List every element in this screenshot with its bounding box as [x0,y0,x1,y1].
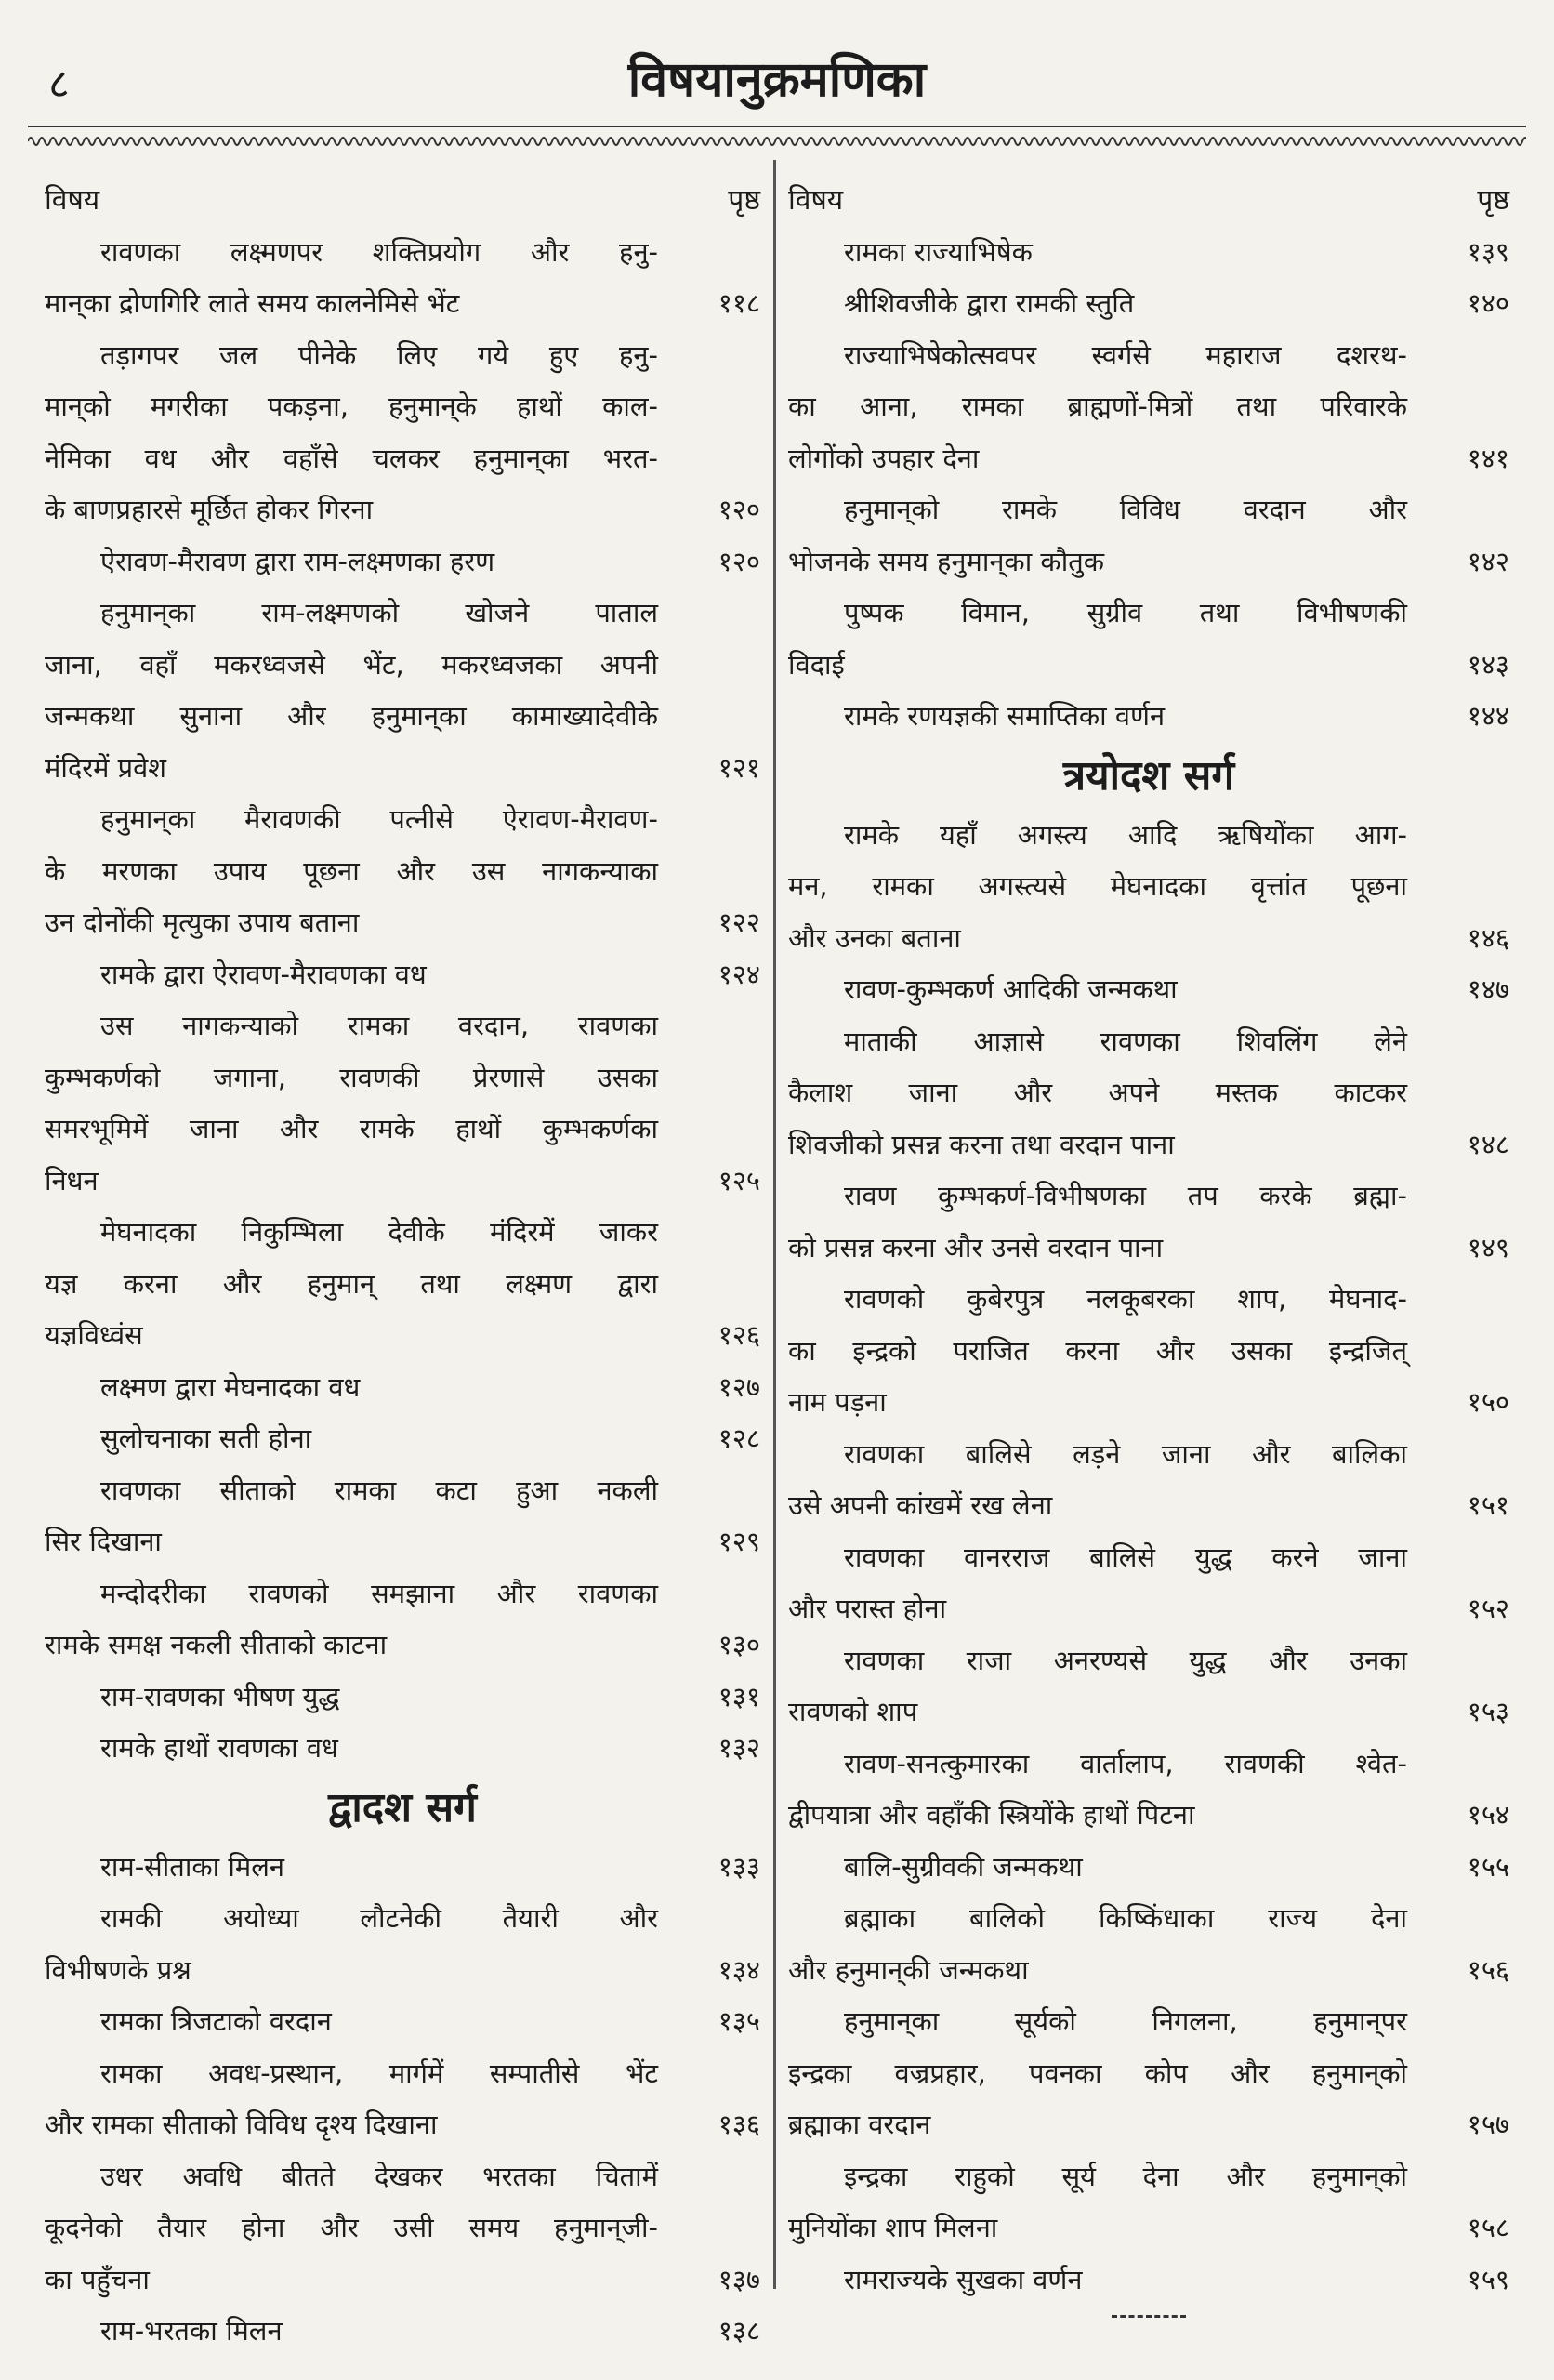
toc-entry [45,1996,760,2048]
toc-entry-page: १३७ [718,2263,760,2295]
toc-entry [45,1362,760,1414]
toc-entry-page: १५६ [1467,1953,1509,1986]
toc-entry [788,1842,1509,1894]
toc-entry-page: १३० [718,1629,760,1660]
toc-entry-text [45,2048,677,2151]
toc-entry-line: जाना, वहाँ मकरध्वजसे भेंट, मकरध्वजका अपनी [45,648,658,681]
toc-entry-line: राम-रावणका भीषण युद्ध [100,1680,340,1712]
toc-entry [45,1000,760,1207]
toc-entry-line: भोजनके समय हनुमान्‌का कौतुक [788,545,1105,577]
toc-entry-line: और रामका सीताको विविध दृश्य दिखाना [45,2109,438,2140]
end-rule [1112,2315,1186,2318]
toc-entry-text [45,1465,677,1568]
toc-entry [788,278,1509,330]
toc-entry-page: १२७ [718,1370,760,1403]
toc-entry-line: द्वीपयात्रा और वहाँकी स्त्रियोंके हाथों पिटना [788,1799,1195,1831]
toc-entry [45,1207,760,1362]
toc-entry-page: १५३ [1467,1696,1509,1727]
toc-entry-line: यज्ञविध्वंस [45,1319,143,1351]
toc-entry-page: १३२ [718,1732,760,1764]
toc-entry-text [788,484,1426,588]
toc-entry [788,2151,1509,2254]
toc-entry-line: मन्दोदरीका रावणको समझाना और रावणका [100,1577,658,1609]
toc-entry-text [788,691,1426,743]
toc-entry-line: और परास्त होना [788,1593,947,1624]
toc-entry-line: रावण कुम्भकर्ण-विभीषणका तप करके ब्रह्मा- [844,1180,1407,1211]
toc-entry-line: का इन्द्रको पराजित करना और उसका इन्द्रजित् [788,1334,1407,1367]
toc-entry [788,330,1509,485]
toc-entry-line: बालि-सुग्रीवकी जन्मकथा [844,1850,1083,1883]
toc-entry [788,227,1509,279]
toc-entry-page: १२० [718,494,760,525]
toc-entry [45,1413,760,1465]
toc-entry-page: १३४ [718,1953,760,1986]
toc-entry-page: १२८ [718,1422,760,1454]
toc-entry-page: १४२ [1467,545,1509,577]
toc-entry [45,1893,760,1996]
toc-entry [788,1635,1509,1739]
toc-entry-page: १४० [1467,287,1509,319]
toc-entry-line: लोगोंको उपहार देना [788,442,980,474]
toc-entry-line: निधन [45,1164,99,1197]
page-title: विषयानुक्रमणिका [627,51,927,108]
toc-entry-page: १४७ [1467,973,1509,1005]
toc-entry-text [788,1842,1426,1894]
toc-entry-page: १५९ [1467,2263,1509,2295]
toc-entry-line: मान्‌का द्रोणगिरि लाते समय कालनेमिसे भेंट [45,287,460,319]
wavy-rule [28,119,1526,156]
toc-entry-line: समरभूमिमें जाना और रामके हाथों कुम्भकर्णका [45,1113,658,1144]
toc-entry-text [45,330,677,536]
toc-entry-line: सिर दिखाना [45,1526,162,1557]
toc-entry [45,1723,760,1775]
toc-entry-text [788,330,1426,485]
toc-entry-line: विभीषणके प्रश्न [45,1953,191,1986]
toc-entry-text [45,1672,677,1724]
toc-entry-line: का पहुँचना [45,2263,150,2295]
toc-entry [788,691,1509,743]
toc-entry [788,810,1509,965]
toc-entry-page: १३६ [718,2109,760,2140]
toc-entry-page: ११८ [718,287,760,319]
toc-entry-line: रामकी अयोध्या लौटनेकी तैयारी और [100,1902,658,1934]
toc-entry-text [45,1000,677,1207]
toc-entry [45,2151,760,2307]
toc-entry-text [788,1893,1426,1996]
toc-entry-line: लक्ष्मण द्वारा मेघनादका वध [100,1370,361,1403]
toc-entry [45,330,760,536]
toc-entry-page: १५५ [1467,1850,1509,1883]
toc-entry-line: रावणको शाप [788,1696,918,1727]
toc-entry-text [788,1170,1426,1274]
toc-entry-text [788,588,1426,691]
toc-entry-line: इन्द्रका वज्रप्रहार, पवनका कोप और हनुमान्‌को [788,2056,1407,2089]
toc-entry-line: और हनुमान्‌की जन्मकथा [788,1953,1029,1986]
toc-entry-text [45,1842,677,1894]
toc-entry-text [45,1723,677,1775]
toc-entry [45,536,760,588]
right-column [788,175,1509,2318]
toc-entry-page: १३५ [718,2005,760,2037]
toc-entry-line: रामके रणयज्ञकी समाप्तिका वर्णन [844,700,1166,732]
section-heading: त्रयोदश सर्ग [1062,751,1235,800]
toc-entry-text [788,2254,1426,2307]
toc-entry-line: मान्‌को मगरीका पकड़ना, हनुमान्‌के हाथों काल- [45,390,658,422]
toc-entry-line: मुनियोंका शाप मिलना [788,2212,998,2243]
toc-entry-line: मन, रामका अगस्त्यसे मेघनादका वृत्तांत पूछना [788,870,1407,902]
column-header [788,175,1509,227]
toc-entry-line: को प्रसन्न करना और उनसे वरदान पाना [788,1231,1164,1263]
toc-entry-line: ब्रह्माका बालिको किष्किंधाका राज्य देना [844,1902,1407,1934]
toc-entry-text [788,964,1426,1016]
toc-entry-page: १४६ [1467,921,1509,954]
page-heading: पृष्ठ [728,184,760,217]
toc-entry-line: रामके द्वारा ऐरावण-मैरावणका वध [100,958,427,990]
toc-entry-line: और उनका बताना [788,921,961,954]
toc-entry-line: रामका अवध-प्रस्थान, मार्गमें सम्पातीसे भेंट [100,2056,658,2089]
toc-entry-line: राम-भरतका मिलन [100,2315,283,2347]
toc-entry-line: उस नागकन्याको रामका वरदान, रावणका [100,1010,658,1041]
section-heading: द्वादश सर्ग [328,1783,477,1831]
toc-entry-text [788,1996,1426,2151]
toc-entry-line: रावण-सनत्कुमारका वार्तालाप, रावणकी श्वेत- [844,1747,1407,1779]
toc-entry-line: रामका त्रिजटाको वरदान [100,2005,332,2037]
toc-entry-line: रावणका बालिसे लड़ने जाना और बालिका [844,1437,1407,1470]
toc-entry [45,1465,760,1568]
toc-entry-text [45,2306,677,2358]
toc-entry [788,1016,1509,1171]
toc-entry-page: १२९ [718,1526,760,1557]
toc-entry-line: रामके हाथों रावणका वध [100,1732,338,1764]
toc-entry-line: का आना, रामका ब्राह्मणों-मित्रों तथा परिवारके [788,390,1407,422]
toc-entry-line: रामके समक्ष नकली सीताको काटना [45,1629,388,1660]
toc-entry [45,2048,760,2151]
toc-entry-line: ऐरावण-मैरावण द्वारा राम-लक्ष्मणका हरण [100,545,495,577]
toc-entry-page: १२२ [718,906,760,938]
toc-entry [788,1429,1509,1532]
toc-entry-page: १४८ [1467,1128,1509,1160]
toc-entry-line: कूदनेको तैयार होना और उसी समय हनुमान्‌जी- [45,2212,658,2243]
toc-entry [788,1996,1509,2151]
toc-entry-text [45,1207,677,1362]
toc-entry-text [45,1568,677,1672]
page-number: ८ [48,60,70,108]
toc-entry-text [45,588,677,794]
subject-heading: विषय [45,184,100,217]
left-column [45,175,760,2358]
toc-entry-page: १५१ [1467,1489,1509,1521]
toc-entry-line: कैलाश जाना और अपने मस्तक काटकर [788,1077,1407,1108]
toc-entry-text [45,794,677,949]
toc-entry-page: १२० [718,545,760,577]
toc-entry-line: नाम पड़ना [788,1386,887,1418]
toc-entry-line: विदाई [788,648,845,681]
toc-entry [788,1532,1509,1635]
toc-entry-line: ब्रह्माका वरदान [788,2109,931,2140]
page-heading: पृष्ठ [1477,184,1509,217]
toc-entry-line: तड़ागपर जल पीनेके लिए गये हुए हनु- [100,338,658,371]
toc-entry-page: १२१ [718,751,760,784]
toc-entry-line: रामके यहाँ अगस्त्य आदि ऋषियोंका आग- [844,818,1407,851]
toc-entry-page: १३१ [718,1680,760,1712]
toc-entry [45,1842,760,1894]
toc-entry [45,794,760,949]
toc-entry [788,1170,1509,1274]
toc-entry-text [788,1739,1426,1842]
toc-entry-page: १५७ [1467,2109,1509,2140]
toc-entry-line: उन दोनोंकी मृत्युका उपाय बताना [45,906,360,938]
toc-entry-line: रावणका सीताको रामका कटा हुआ नकली [100,1474,658,1506]
toc-entry-page: १२६ [718,1319,760,1351]
toc-entry-text [788,810,1426,965]
toc-entry-line: पुष्पक विमान, सुग्रीव तथा विभीषणकी [844,597,1407,628]
toc-entry-line: रावण-कुम्भकर्ण आदिकी जन्मकथा [844,973,1178,1005]
toc-entry-text [45,949,677,1001]
subject-heading: विषय [788,184,844,217]
toc-entry-page: १५८ [1467,2212,1509,2243]
toc-entry-text [45,1996,677,2048]
toc-entry-text [788,227,1426,279]
toc-entry-line: सुलोचनाका सती होना [100,1422,312,1454]
toc-entry-line: रावणको कुबेरपुत्र नलकूबरका शाप, मेघनाद- [844,1283,1407,1315]
toc-entry [45,588,760,794]
toc-entry [45,1672,760,1724]
toc-entry-text [788,2151,1426,2254]
toc-entry [788,484,1509,588]
toc-entry-line: रावणका राजा अनरण्यसे युद्ध और उनका [844,1644,1407,1676]
toc-entry-line: उसे अपनी कांखमें रख लेना [788,1489,1053,1521]
toc-entry-line: हनुमान्‌को रामके विविध वरदान और [844,494,1407,525]
toc-entry-page: १५० [1467,1386,1509,1418]
toc-entry [45,949,760,1001]
toc-entry-line: माताकी आज्ञासे रावणका शिवलिंग लेने [844,1025,1407,1057]
toc-entry-text [788,1532,1426,1635]
toc-entry-line: कुम्भकर्णको जगाना, रावणकी प्रेरणासे उसका [45,1061,658,1093]
toc-entry-line: इन्द्रका राहुको सूर्य देना और हनुमान्‌को [844,2160,1407,2192]
toc-entry-line: यज्ञ करना और हनुमान् तथा लक्ष्मण द्वारा [45,1267,658,1300]
toc-entry-text [45,2151,677,2307]
toc-entry-page: १२५ [718,1164,760,1197]
toc-entry [45,227,760,330]
toc-entry [788,2254,1509,2307]
toc-entry-text [788,1016,1426,1171]
toc-entry-line: रावणका वानरराज बालिसे युद्ध करने जाना [844,1540,1407,1573]
toc-entry-page: १५२ [1467,1593,1509,1624]
toc-entry-page: १४९ [1467,1231,1509,1263]
toc-entry-line: श्रीशिवजीके द्वारा रामकी स्तुति [844,287,1135,319]
toc-entry-page: १२४ [718,958,760,990]
toc-entry-page: १३८ [718,2315,760,2347]
toc-entry [788,588,1509,691]
toc-entry-line: शिवजीको प्रसन्न करना तथा वरदान पाना [788,1128,1175,1160]
toc-entry-line: के बाणप्रहारसे मूर्छित होकर गिरना [45,494,374,525]
toc-entry-line: हनुमान्‌का मैरावणकी पत्नीसे ऐरावण-मैरावण- [100,803,658,835]
toc-entry-text [45,1362,677,1414]
toc-entry-line: मंदिरमें प्रवेश [45,751,167,784]
toc-entry-line: मेघनादका निकुम्भिला देवीके मंदिरमें जाकर [100,1216,658,1248]
toc-entry-line: हनुमान्‌का सूर्यको निगलना, हनुमान्‌पर [844,2005,1407,2037]
toc-entry-text [45,1413,677,1465]
toc-entry [788,1893,1509,1996]
toc-entry-line: रामका राज्याभिषेक [844,235,1033,268]
toc-entry-text [45,1893,677,1996]
toc-entry-line: हनुमान्‌का राम-लक्ष्मणको खोजने पाताल [100,597,658,628]
column-header [45,175,760,227]
toc-entry-text [45,536,677,588]
toc-entry [45,2306,760,2358]
toc-entry-line: जन्मकथा सुनाना और हनुमान्‌का कामाख्यादेवीके [45,700,658,732]
toc-entry-page: १४४ [1467,700,1509,732]
toc-entry-line: राज्याभिषेकोत्सवपर स्वर्गसे महाराज दशरथ- [844,338,1407,371]
toc-entry-text [788,278,1426,330]
toc-entry-page: १४३ [1467,648,1509,681]
column-divider [773,160,776,2289]
toc-entry-line: के मरणका उपाय पूछना और उस नागकन्याका [45,854,658,887]
toc-entry-page: १४१ [1467,442,1509,474]
toc-entry-line: नेमिका वध और वहाँसे चलकर हनुमान्‌का भरत- [45,442,658,474]
toc-entry-page: १३९ [1467,235,1509,268]
toc-entry-line: राम-सीताका मिलन [100,1850,284,1883]
toc-entry-line: रावणका लक्ष्मणपर शक्तिप्रयोग और हनु- [100,235,658,268]
toc-entry [788,964,1509,1016]
toc-entry [45,1568,760,1672]
toc-entry-text [788,1635,1426,1739]
toc-entry-text [788,1274,1426,1429]
toc-entry [788,1739,1509,1842]
toc-entry-text [45,227,677,330]
toc-entry-text [788,1429,1426,1532]
toc-entry [788,1274,1509,1429]
toc-entry-line: रामराज्यके सुखका वर्णन [844,2263,1083,2295]
toc-entry-line: उधर अवधि बीतते देखकर भरतका चितामें [100,2160,658,2192]
toc-entry-page: १५४ [1467,1799,1509,1831]
toc-entry-page: १३३ [718,1850,760,1883]
